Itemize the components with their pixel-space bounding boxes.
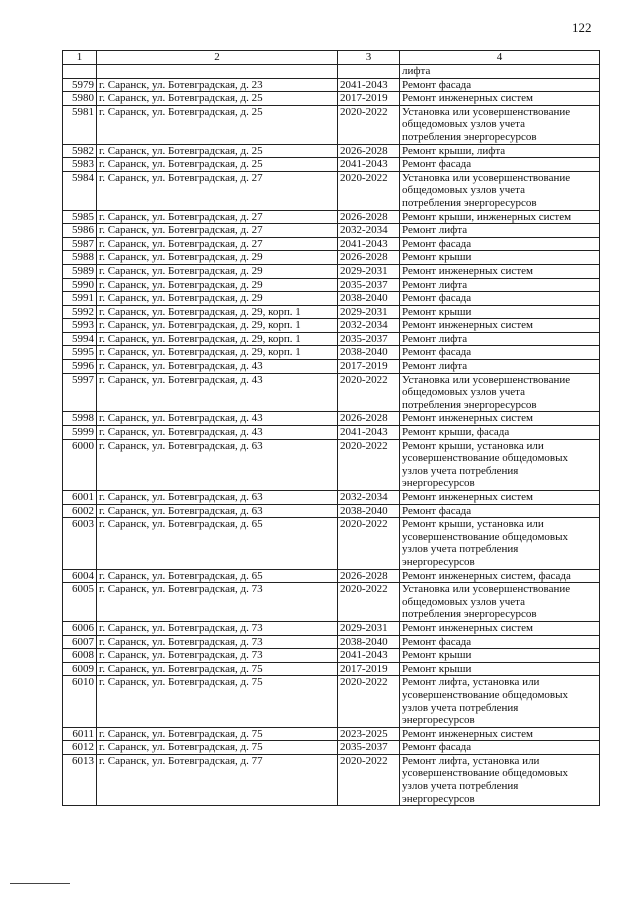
row-number: 6013: [63, 754, 97, 805]
work-type-cell: Ремонт инженерных систем: [400, 727, 600, 741]
table-row: [63, 92, 600, 106]
work-type-cell: Установка или усовершенствование общедомовых узлов учета потребления энергоресурсов: [400, 373, 600, 412]
work-type-cell: Ремонт инженерных систем: [400, 319, 600, 333]
column-header: 1: [63, 51, 97, 65]
table-row: [63, 662, 600, 676]
table-row: [63, 373, 600, 412]
table-row: [63, 412, 600, 426]
row-number: 5998: [63, 412, 97, 426]
work-type-cell: Установка или усовершенствование общедомовых узлов учета потребления энергоресурсов: [400, 171, 600, 210]
period-cell: 2035-2037: [338, 332, 400, 346]
period-cell: 2041-2043: [338, 649, 400, 663]
row-number: 5999: [63, 426, 97, 440]
work-type-cell: Ремонт крыши: [400, 662, 600, 676]
address-cell: г. Саранск, ул. Ботевградская, д. 77: [97, 754, 338, 805]
row-number: 6004: [63, 569, 97, 583]
period-cell: 2020-2022: [338, 583, 400, 622]
period-cell: 2017-2019: [338, 92, 400, 106]
row-number: 6000: [63, 439, 97, 490]
work-type-cell: Ремонт лифта, установка или усовершенствование общедомовых узлов учета потребления энергоресурсов: [400, 754, 600, 805]
row-number: 6011: [63, 727, 97, 741]
period-cell: 2038-2040: [338, 346, 400, 360]
address-cell: г. Саранск, ул. Ботевградская, д. 73: [97, 621, 338, 635]
row-number: 5981: [63, 105, 97, 144]
work-type-cell: Ремонт крыши, фасада: [400, 426, 600, 440]
address-cell: г. Саранск, ул. Ботевградская, д. 27: [97, 237, 338, 251]
table-row: [63, 264, 600, 278]
period-cell: 2029-2031: [338, 621, 400, 635]
work-type-cell: Ремонт лифта: [400, 332, 600, 346]
row-number: 5985: [63, 210, 97, 224]
table-row: [63, 676, 600, 727]
period-cell: 2023-2025: [338, 727, 400, 741]
table-row: [63, 649, 600, 663]
work-type-cell: Ремонт инженерных систем: [400, 92, 600, 106]
period-cell: 2020-2022: [338, 754, 400, 805]
period-cell: 2041-2043: [338, 237, 400, 251]
work-type-cell: Ремонт крыши, установка или усовершенствование общедомовых узлов учета потребления энергоресурсов: [400, 518, 600, 569]
period-cell: 2038-2040: [338, 635, 400, 649]
period-cell: 2041-2043: [338, 158, 400, 172]
row-number: 6001: [63, 491, 97, 505]
table-row: [63, 439, 600, 490]
table-row: [63, 305, 600, 319]
row-number: 5988: [63, 251, 97, 265]
table-row: [63, 292, 600, 306]
register-table: [62, 50, 600, 806]
table-row: [63, 105, 600, 144]
work-type-cell: Ремонт инженерных систем: [400, 621, 600, 635]
row-number: 6010: [63, 676, 97, 727]
period-cell: 2032-2034: [338, 224, 400, 238]
address-cell: г. Саранск, ул. Ботевградская, д. 43: [97, 412, 338, 426]
table-row: [63, 635, 600, 649]
page-number: 122: [572, 20, 592, 35]
address-cell: г. Саранск, ул. Ботевградская, д. 73: [97, 635, 338, 649]
period-cell: 2026-2028: [338, 210, 400, 224]
address-cell: г. Саранск, ул. Ботевградская, д. 27: [97, 224, 338, 238]
work-type-cell: Ремонт крыши, лифта: [400, 144, 600, 158]
work-type-cell: Ремонт фасада: [400, 158, 600, 172]
period-cell: 2032-2034: [338, 491, 400, 505]
row-number: 5990: [63, 278, 97, 292]
row-number: 6006: [63, 621, 97, 635]
table-row: [63, 518, 600, 569]
table-row: [63, 278, 600, 292]
address-cell: г. Саранск, ул. Ботевградская, д. 43: [97, 360, 338, 374]
table-row: [63, 360, 600, 374]
table-body: [63, 65, 600, 806]
work-type-cell: Ремонт инженерных систем: [400, 412, 600, 426]
row-number: 5986: [63, 224, 97, 238]
table-row: [63, 741, 600, 755]
work-type-cell: Ремонт крыши: [400, 649, 600, 663]
work-type-cell: Ремонт лифта: [400, 278, 600, 292]
period-cell: 2032-2034: [338, 319, 400, 333]
row-number: 6003: [63, 518, 97, 569]
row-number: 6005: [63, 583, 97, 622]
address-cell: г. Саранск, ул. Ботевградская, д. 63: [97, 491, 338, 505]
row-number: 6002: [63, 504, 97, 518]
period-cell: 2029-2031: [338, 264, 400, 278]
row-number: 5993: [63, 319, 97, 333]
address-cell: г. Саранск, ул. Ботевградская, д. 25: [97, 105, 338, 144]
address-cell: г. Саранск, ул. Ботевградская, д. 25: [97, 92, 338, 106]
address-cell: г. Саранск, ул. Ботевградская, д. 27: [97, 171, 338, 210]
address-cell: г. Саранск, ул. Ботевградская, д. 29, корп. 1: [97, 346, 338, 360]
period-cell: 2020-2022: [338, 373, 400, 412]
table-row: [63, 144, 600, 158]
row-number: 5984: [63, 171, 97, 210]
table-row: [63, 251, 600, 265]
work-type-cell: Ремонт фасада: [400, 635, 600, 649]
table-row: [63, 426, 600, 440]
work-type-cell: Ремонт лифта, установка или усовершенствование общедомовых узлов учета потребления энергоресурсов: [400, 676, 600, 727]
footnote-separator: [10, 883, 70, 884]
address-cell: г. Саранск, ул. Ботевградская, д. 43: [97, 426, 338, 440]
row-number: 5980: [63, 92, 97, 106]
address-cell: г. Саранск, ул. Ботевградская, д. 73: [97, 649, 338, 663]
period-cell: 2035-2037: [338, 741, 400, 755]
work-type-cell: Ремонт крыши: [400, 305, 600, 319]
period-cell: 2041-2043: [338, 78, 400, 92]
column-header: 2: [97, 51, 338, 65]
row-number: 5996: [63, 360, 97, 374]
table-row: [63, 158, 600, 172]
continuation-text: лифта: [400, 65, 600, 79]
work-type-cell: Ремонт инженерных систем: [400, 264, 600, 278]
address-cell: г. Саранск, ул. Ботевградская, д. 65: [97, 518, 338, 569]
table-row: [63, 332, 600, 346]
address-cell: г. Саранск, ул. Ботевградская, д. 73: [97, 583, 338, 622]
work-type-cell: Ремонт лифта: [400, 224, 600, 238]
period-cell: 2020-2022: [338, 676, 400, 727]
continuation-row: [63, 65, 600, 79]
work-type-cell: Установка или усовершенствование общедомовых узлов учета потребления энергоресурсов: [400, 583, 600, 622]
row-number: 6009: [63, 662, 97, 676]
table-row: [63, 78, 600, 92]
work-type-cell: Ремонт фасада: [400, 504, 600, 518]
address-cell: г. Саранск, ул. Ботевградская, д. 75: [97, 741, 338, 755]
period-cell: 2017-2019: [338, 662, 400, 676]
table-row: [63, 569, 600, 583]
address-cell: г. Саранск, ул. Ботевградская, д. 75: [97, 662, 338, 676]
table-row: [63, 171, 600, 210]
period-cell: 2026-2028: [338, 412, 400, 426]
table-row: [63, 621, 600, 635]
address-cell: г. Саранск, ул. Ботевградская, д. 63: [97, 504, 338, 518]
period-cell: 2017-2019: [338, 360, 400, 374]
row-number: 5979: [63, 78, 97, 92]
table-row: [63, 727, 600, 741]
table-header-row: [63, 51, 600, 65]
work-type-cell: Ремонт фасада: [400, 741, 600, 755]
work-type-cell: Ремонт фасада: [400, 78, 600, 92]
work-type-cell: Ремонт фасада: [400, 292, 600, 306]
address-cell: г. Саранск, ул. Ботевградская, д. 27: [97, 210, 338, 224]
table-row: [63, 346, 600, 360]
row-number: 5991: [63, 292, 97, 306]
period-cell: 2029-2031: [338, 305, 400, 319]
period-cell: 2038-2040: [338, 504, 400, 518]
address-cell: г. Саранск, ул. Ботевградская, д. 29, корп. 1: [97, 332, 338, 346]
table-row: [63, 583, 600, 622]
row-number: 5983: [63, 158, 97, 172]
period-cell: 2026-2028: [338, 569, 400, 583]
period-cell: 2020-2022: [338, 171, 400, 210]
period-cell: 2020-2022: [338, 518, 400, 569]
row-number: 5982: [63, 144, 97, 158]
work-type-cell: Ремонт крыши, установка или усовершенствование общедомовых узлов учета потребления энергоресурсов: [400, 439, 600, 490]
row-number: 6012: [63, 741, 97, 755]
work-type-cell: Ремонт инженерных систем, фасада: [400, 569, 600, 583]
period-cell: 2041-2043: [338, 426, 400, 440]
work-type-cell: Ремонт фасада: [400, 346, 600, 360]
row-number: 5994: [63, 332, 97, 346]
address-cell: г. Саранск, ул. Ботевградская, д. 29: [97, 278, 338, 292]
table-row: [63, 237, 600, 251]
work-type-cell: Установка или усовершенствование общедомовых узлов учета потребления энергоресурсов: [400, 105, 600, 144]
row-number: 5997: [63, 373, 97, 412]
work-type-cell: Ремонт крыши, инженерных систем: [400, 210, 600, 224]
work-type-cell: Ремонт лифта: [400, 360, 600, 374]
address-cell: г. Саранск, ул. Ботевградская, д. 43: [97, 373, 338, 412]
period-cell: 2026-2028: [338, 251, 400, 265]
period-cell: 2038-2040: [338, 292, 400, 306]
table-row: [63, 224, 600, 238]
period-cell: 2035-2037: [338, 278, 400, 292]
table-row: [63, 754, 600, 805]
work-type-cell: Ремонт крыши: [400, 251, 600, 265]
table-row: [63, 319, 600, 333]
period-cell: 2020-2022: [338, 439, 400, 490]
period-cell: 2020-2022: [338, 105, 400, 144]
address-cell: г. Саранск, ул. Ботевградская, д. 29: [97, 251, 338, 265]
address-cell: г. Саранск, ул. Ботевградская, д. 65: [97, 569, 338, 583]
table-row: [63, 504, 600, 518]
address-cell: г. Саранск, ул. Ботевградская, д. 29, корп. 1: [97, 305, 338, 319]
address-cell: г. Саранск, ул. Ботевградская, д. 25: [97, 158, 338, 172]
row-number: 6007: [63, 635, 97, 649]
address-cell: г. Саранск, ул. Ботевградская, д. 63: [97, 439, 338, 490]
address-cell: г. Саранск, ул. Ботевградская, д. 29: [97, 264, 338, 278]
row-number: 5992: [63, 305, 97, 319]
address-cell: г. Саранск, ул. Ботевградская, д. 29: [97, 292, 338, 306]
table-row: [63, 210, 600, 224]
address-cell: г. Саранск, ул. Ботевградская, д. 23: [97, 78, 338, 92]
row-number: 5987: [63, 237, 97, 251]
column-header: 3: [338, 51, 400, 65]
address-cell: г. Саранск, ул. Ботевградская, д. 29, корп. 1: [97, 319, 338, 333]
row-number: 5989: [63, 264, 97, 278]
table-row: [63, 491, 600, 505]
work-type-cell: Ремонт инженерных систем: [400, 491, 600, 505]
work-type-cell: Ремонт фасада: [400, 237, 600, 251]
address-cell: г. Саранск, ул. Ботевградская, д. 75: [97, 727, 338, 741]
row-number: 5995: [63, 346, 97, 360]
row-number: 6008: [63, 649, 97, 663]
address-cell: г. Саранск, ул. Ботевградская, д. 75: [97, 676, 338, 727]
address-cell: г. Саранск, ул. Ботевградская, д. 25: [97, 144, 338, 158]
column-header: 4: [400, 51, 600, 65]
period-cell: 2026-2028: [338, 144, 400, 158]
